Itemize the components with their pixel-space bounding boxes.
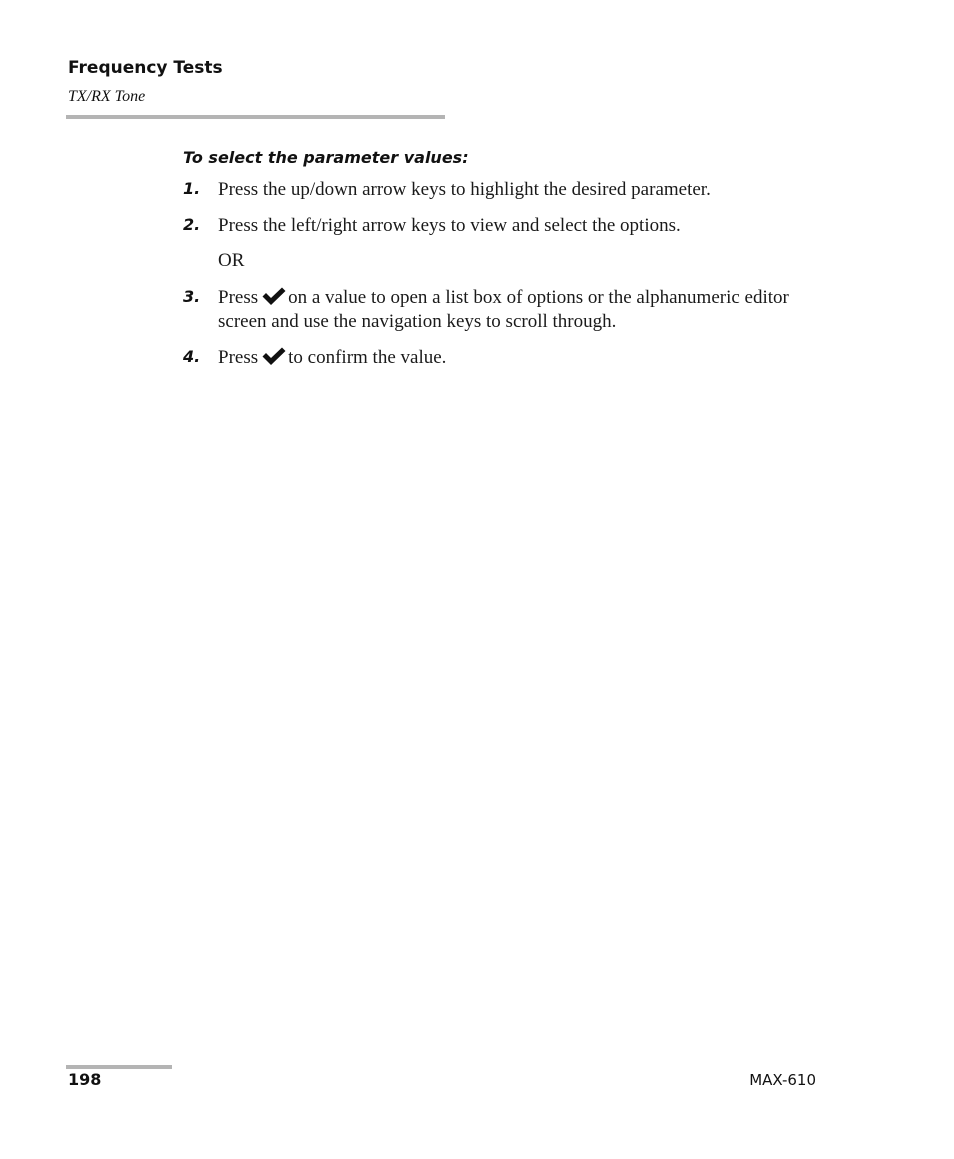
checkmark-icon (261, 347, 287, 365)
step-text: Press the up/down arrow keys to highlight the desired parameter. (218, 179, 711, 200)
step-text-after: to confirm the value. (288, 347, 447, 368)
step-text-before: Press (218, 287, 259, 308)
procedure-heading: To select the parameter values: (183, 148, 469, 167)
header-rule (66, 115, 445, 119)
step-number: 2. (183, 215, 201, 234)
checkmark-icon (261, 287, 287, 305)
footer-rule (66, 1065, 172, 1069)
step-text (218, 286, 823, 334)
product-name: MAX-610 (749, 1071, 816, 1089)
step-text: Press the left/right arrow keys to view and select the options. (218, 215, 681, 236)
header-chapter-title: Frequency Tests (68, 58, 223, 78)
step-text-after: on a value to open a list box of options or the alphanumeric editor screen and use the navigation keys to scroll through. (218, 287, 789, 332)
or-label: OR (218, 250, 245, 271)
step-number: 4. (183, 347, 201, 366)
step-number: 3. (183, 287, 201, 306)
step-number: 1. (183, 179, 201, 198)
step-text (218, 346, 823, 370)
header-section-title: TX/RX Tone (68, 88, 146, 105)
page-number: 198 (68, 1070, 102, 1089)
step-text-before: Press (218, 347, 259, 368)
